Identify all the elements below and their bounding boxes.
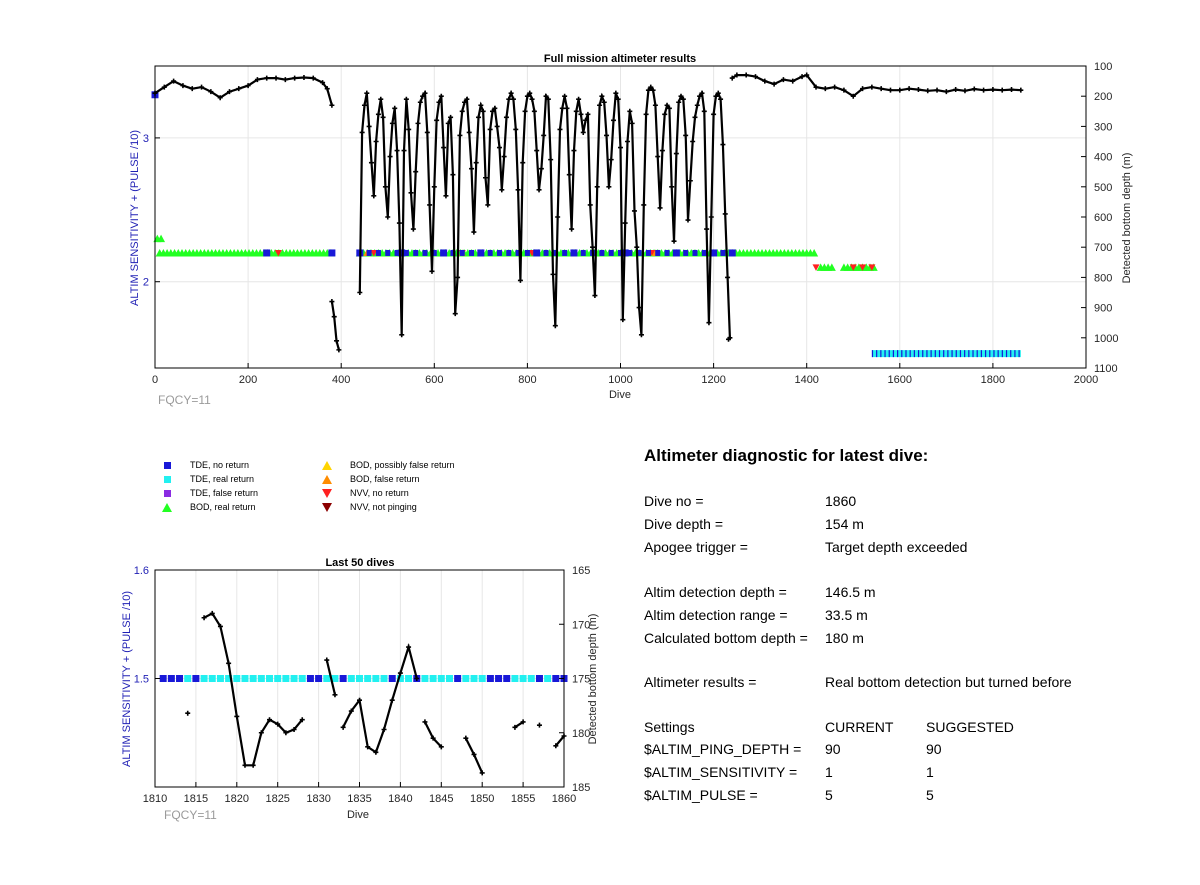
bottom-x-tick-label: 1860 (551, 793, 577, 805)
purple-square-icon (160, 487, 174, 499)
tde-marker (258, 675, 265, 682)
red-triangle-down-icon (320, 487, 334, 499)
top-right-tick-label: 900 (1094, 302, 1113, 315)
tde-no-return-marker (711, 250, 716, 256)
tde-marker (389, 675, 396, 682)
tde-marker (291, 675, 298, 682)
tde-no-return-marker (730, 250, 735, 256)
top-x-tick-label: 1600 (887, 374, 913, 386)
tde-marker (479, 675, 486, 682)
top-x-tick-label: 400 (332, 374, 351, 386)
legend-label: TDE, real return (190, 474, 255, 484)
tde-no-return-marker (478, 250, 483, 256)
top-fqcy-note: FQCY=11 (158, 393, 211, 407)
tde-no-return-marker (441, 250, 446, 256)
diag-value: 146.5 m (825, 584, 876, 600)
tde-no-return-tick (931, 350, 932, 357)
tde-no-return-marker (488, 250, 493, 256)
diag-value: 154 m (825, 516, 864, 532)
tde-no-return-marker (506, 250, 511, 256)
top-left-axis-label: ALTIM SENSITIVITY + (PULSE /10) (129, 130, 141, 306)
tde-no-return-tick (985, 350, 986, 357)
tde-no-return-tick (889, 350, 890, 357)
tde-marker (454, 675, 461, 682)
legend-label: NVV, no return (350, 488, 409, 498)
top-right-tick-label: 400 (1094, 151, 1113, 164)
tde-marker (544, 675, 551, 682)
bottom-x-tick-label: 1820 (224, 793, 250, 805)
legend-label: NVV, not pinging (350, 502, 417, 512)
setting-label: $ALTIM_SENSITIVITY = (644, 764, 798, 780)
legend-label: BOD, possibly false return (350, 460, 455, 470)
bottom-x-tick-label: 1810 (142, 793, 168, 805)
setting-current: 1 (825, 764, 833, 780)
diag-value: 33.5 m (825, 607, 868, 623)
tde-no-return-marker (683, 250, 688, 256)
tde-no-return-tick (939, 350, 940, 357)
bottom-chart-title: Last 50 dives (325, 557, 395, 569)
bottom-x-tick-label: 1835 (347, 793, 372, 805)
legend-item-bod-false-return (320, 472, 420, 486)
bottom-right-tick-label: 175 (572, 673, 591, 686)
legend-label: TDE, no return (190, 460, 250, 470)
tde-marker (446, 675, 453, 682)
tde-marker (552, 675, 559, 682)
top-right-tick-label: 100 (1094, 61, 1113, 73)
tde-marker (364, 675, 371, 682)
tde-no-return-marker (655, 250, 660, 256)
tde-no-return-tick (935, 350, 936, 357)
settings-header: Settings (644, 719, 695, 735)
tde-no-return-tick (951, 350, 952, 357)
tde-no-return-tick (897, 350, 898, 357)
full-mission-chart (129, 53, 1133, 407)
bottom-right-tick-label: 170 (572, 619, 591, 632)
bottom-left-tick-label: 1.5 (133, 673, 149, 686)
tde-marker (520, 675, 527, 682)
bottom-x-tick-label: 1815 (183, 793, 209, 805)
tde-no-return-marker (376, 250, 381, 256)
setting-suggested: 5 (926, 787, 934, 803)
legend-label: BOD, false return (350, 474, 420, 484)
setting-current: 5 (825, 787, 833, 803)
diag-value: 180 m (825, 630, 864, 646)
tde-no-return-marker (385, 250, 390, 256)
tde-marker (299, 675, 306, 682)
diag-label: Dive depth = (644, 516, 723, 532)
bottom-right-axis-label: Detected bottom depth (m) (587, 613, 599, 745)
tde-marker (282, 675, 289, 682)
legend-label: BOD, real return (190, 502, 256, 512)
top-right-axis-label: Detected bottom depth (m) (1121, 152, 1133, 284)
tde-marker (340, 675, 347, 682)
top-right-tick-label: 700 (1094, 242, 1113, 255)
tde-marker (487, 675, 494, 682)
bottom-left-axis-label: ALTIM SENSITIVITY + (PULSE /10) (121, 591, 133, 767)
tde-no-return-marker (544, 250, 549, 256)
tde-no-return-tick (964, 350, 965, 357)
tde-marker (536, 675, 543, 682)
tde-marker (503, 675, 510, 682)
top-chart-title: Full mission altimeter results (543, 53, 697, 65)
tde-no-return-marker (562, 250, 567, 256)
top-right-tick-label: 200 (1094, 91, 1113, 104)
tde-marker (217, 675, 224, 682)
bottom-right-tick-label: 185 (572, 782, 591, 794)
tde-no-return-marker (571, 250, 576, 256)
tde-no-return-marker (413, 250, 418, 256)
tde-no-return-marker (534, 250, 539, 256)
tde-no-return-marker (674, 250, 679, 256)
tde-marker (511, 675, 518, 682)
tde-no-return-tick (910, 350, 911, 357)
tde-marker (250, 675, 257, 682)
tde-no-return-marker (627, 250, 632, 256)
tde-marker (307, 675, 314, 682)
tde-no-return-tick (1006, 350, 1007, 357)
top-x-tick-label: 1200 (701, 374, 726, 386)
tde-no-return-tick (972, 350, 973, 357)
top-left-tick-label: 2 (142, 276, 149, 289)
tde-no-return-tick (947, 350, 948, 357)
diag-label: Altim detection range = (644, 607, 788, 623)
setting-label: $ALTIM_PULSE = (644, 787, 758, 803)
bottom-x-tick-label: 1845 (429, 793, 454, 805)
diagnostic-title: Altimeter diagnostic for latest dive: (644, 446, 929, 465)
tde-no-return-tick (1014, 350, 1015, 357)
tde-no-return-marker (263, 249, 270, 256)
tde-no-return-tick (914, 350, 915, 357)
tde-no-return-tick (905, 350, 906, 357)
tde-no-return-tick (926, 350, 927, 357)
tde-marker (356, 675, 363, 682)
tde-marker (528, 675, 535, 682)
tde-no-return-marker (665, 250, 670, 256)
tde-marker (160, 675, 167, 682)
tde-no-return-tick (956, 350, 957, 357)
yellow-triangle-icon (320, 459, 334, 471)
top-x-tick-label: 0 (151, 374, 159, 386)
tde-no-return-marker (646, 250, 651, 256)
tde-marker (209, 675, 216, 682)
tde-marker (315, 675, 322, 682)
tde-marker (168, 675, 175, 682)
diag-value: Target depth exceeded (825, 539, 968, 555)
legend (160, 456, 520, 520)
tde-marker (405, 675, 412, 682)
tde-marker (233, 675, 240, 682)
bottom-x-tick-label: 1855 (510, 793, 536, 805)
tde-no-return-marker (460, 250, 465, 256)
tde-no-return-marker (609, 250, 614, 256)
diag-label: Altimeter results = (644, 674, 757, 690)
tde-no-return-tick (880, 350, 881, 357)
tde-marker (192, 675, 199, 682)
diag-value: Real bottom detection but turned before (825, 674, 1072, 690)
tde-no-return-marker (367, 250, 372, 256)
legend-item-tde-real-return (160, 472, 254, 486)
diag-label: Dive no = (644, 493, 704, 509)
tde-no-return-marker (328, 249, 335, 256)
tde-marker (471, 675, 478, 682)
bottom-fqcy-note: FQCY=11 (164, 808, 217, 822)
top-right-tick-label: 1100 (1094, 363, 1118, 375)
top-right-tick-label: 300 (1094, 121, 1113, 134)
legend-item-tde-false-return (160, 486, 258, 500)
top-right-tick-label: 800 (1094, 272, 1113, 285)
tde-no-return-tick (893, 350, 894, 357)
tde-no-return-tick (943, 350, 944, 357)
bottom-x-axis-label: Dive (346, 809, 370, 821)
settings-suggested-header: SUGGESTED (926, 719, 1014, 735)
tde-no-return-tick (876, 350, 877, 357)
tde-marker (323, 675, 330, 682)
blue-square-icon (160, 459, 174, 471)
tde-no-return-tick (872, 350, 873, 357)
top-x-tick-label: 200 (238, 374, 258, 386)
top-x-tick-label: 800 (518, 374, 537, 386)
bottom-right-tick-label: 180 (572, 727, 591, 740)
last-50-dives-chart (121, 557, 599, 822)
diag-label: Apogee trigger = (644, 539, 748, 555)
tde-marker (430, 675, 437, 682)
tde-no-return-tick (1002, 350, 1003, 357)
tde-no-return-marker (404, 250, 409, 256)
tde-no-return-tick (1010, 350, 1011, 357)
tde-marker (348, 675, 355, 682)
top-x-tick-label: 600 (425, 374, 444, 386)
tde-no-return-tick (968, 350, 969, 357)
tde-no-return-tick (1019, 350, 1020, 357)
legend-item-tde-no-return (160, 458, 249, 472)
orange-triangle-icon (320, 473, 334, 485)
legend-item-bod-real-return (160, 500, 256, 514)
tde-no-return-tick (922, 350, 923, 357)
diag-value: 1860 (825, 493, 857, 509)
bottom-right-tick-label: 165 (572, 565, 591, 577)
tde-no-return-tick (993, 350, 994, 357)
tde-marker (372, 675, 379, 682)
top-right-tick-label: 1000 (1094, 332, 1119, 345)
green-triangle-icon (160, 501, 174, 513)
legend-item-bod-possibly-false (320, 458, 455, 472)
tde-no-return-tick (977, 350, 978, 357)
tde-no-return-marker (525, 250, 530, 256)
tde-no-return-marker (581, 250, 586, 256)
legend-item-nvv-not-pinging (320, 500, 417, 514)
tde-no-return-marker (692, 250, 697, 256)
settings-current-header: CURRENT (825, 719, 894, 735)
tde-marker (421, 675, 428, 682)
diag-label: Calculated bottom depth = (644, 630, 808, 646)
tde-no-return-tick (960, 350, 961, 357)
tde-marker (438, 675, 445, 682)
top-x-tick-label: 1400 (794, 374, 819, 386)
tde-marker (381, 675, 388, 682)
top-x-tick-label: 1000 (608, 374, 633, 386)
bottom-x-tick-label: 1850 (469, 793, 495, 805)
tde-no-return-tick (884, 350, 885, 357)
top-x-axis-label: Dive (608, 389, 632, 401)
diag-label: Altim detection depth = (644, 584, 787, 600)
tde-marker (184, 675, 191, 682)
tde-no-return-tick (918, 350, 919, 357)
bottom-x-tick-label: 1825 (265, 793, 290, 805)
tde-marker (241, 675, 248, 682)
top-right-tick-label: 500 (1094, 181, 1113, 194)
setting-suggested: 1 (926, 764, 934, 780)
tde-no-return-marker (497, 250, 502, 256)
setting-current: 90 (825, 741, 841, 757)
tde-no-return-tick (981, 350, 982, 357)
tde-no-return-marker (599, 250, 604, 256)
darkred-triangle-down-icon (320, 501, 334, 513)
cyan-square-icon (160, 473, 174, 485)
tde-no-return-tick (901, 350, 902, 357)
legend-label: TDE, false return (190, 488, 259, 498)
tde-marker (495, 675, 502, 682)
top-right-tick-label: 600 (1094, 212, 1113, 224)
tde-no-return-marker (720, 250, 725, 256)
setting-suggested: 90 (926, 741, 942, 757)
tde-no-return-tick (998, 350, 999, 357)
tde-marker (201, 675, 208, 682)
top-x-tick-label: 2000 (1073, 374, 1099, 386)
top-left-tick-label: 3 (142, 132, 149, 145)
bottom-x-tick-label: 1840 (388, 793, 413, 805)
bottom-left-tick-label: 1.6 (133, 565, 149, 577)
tde-marker (176, 675, 183, 682)
tde-marker (266, 675, 273, 682)
tde-no-return-marker (422, 250, 427, 256)
tde-no-return-marker (395, 250, 400, 256)
tde-marker (462, 675, 469, 682)
tde-no-return-tick (989, 350, 990, 357)
tde-marker (274, 675, 281, 682)
bottom-x-tick-label: 1830 (306, 793, 331, 805)
setting-label: $ALTIM_PING_DEPTH = (644, 741, 802, 757)
tde-no-return-marker (469, 250, 474, 256)
top-x-tick-label: 1800 (980, 374, 1006, 386)
legend-item-nvv-no-return (320, 486, 409, 500)
